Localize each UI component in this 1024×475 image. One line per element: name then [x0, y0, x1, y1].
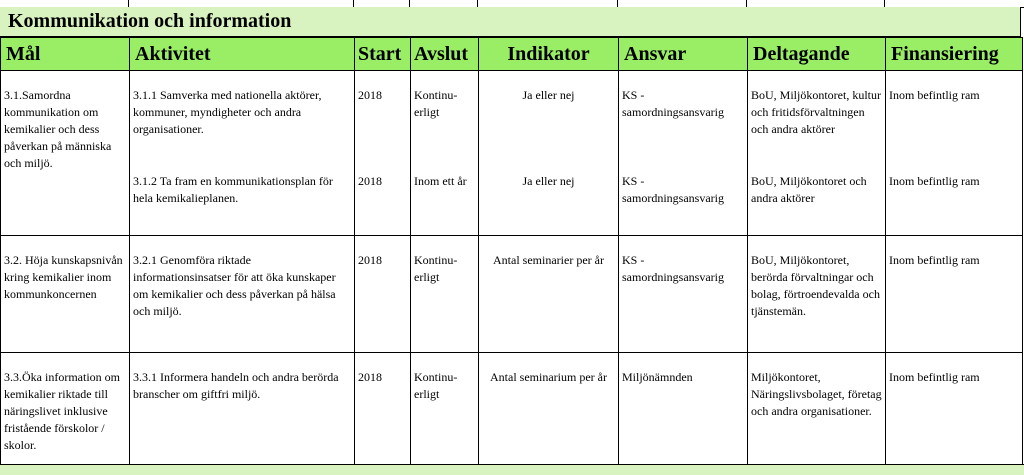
mal-text: 3.2. Höja kunskapsnivån kring kemikalier inom kommunkoncernen	[4, 253, 123, 301]
ansvar-text: KS -samordningsansvarig	[622, 253, 724, 284]
header-start: Start	[355, 38, 411, 71]
next-section-edge	[0, 464, 1024, 475]
table-row	[1, 236, 1023, 353]
header-indikator: Indikator	[479, 38, 619, 71]
section-title: Kommunikation och information	[8, 10, 292, 32]
cell-mal[interactable]	[1, 236, 130, 353]
start-text: 2018	[358, 253, 382, 267]
ansvar-text: Miljönämnden	[622, 370, 693, 384]
aktivitet-text: 3.3.1 Informera handeln och andra berörda branscher om giftfri miljö.	[133, 370, 339, 401]
start-text: 2018	[358, 88, 382, 102]
avslut-text: Kontinu-erligt	[414, 253, 458, 284]
table-row	[1, 353, 1023, 469]
header-mal: Mål	[1, 38, 130, 71]
cell-finansiering[interactable]	[886, 353, 1023, 469]
cell-ansvar[interactable]	[619, 71, 748, 236]
cell-avslut[interactable]	[411, 353, 479, 469]
deltagande-text: BoU, Miljökontoret, kultur och fritidsförvaltningen och andra aktörer	[751, 88, 881, 136]
cell-finansiering[interactable]	[886, 236, 1023, 353]
header-deltagande: Deltagande	[748, 38, 886, 71]
ansvar-text: KS -samordningsansvarig	[622, 174, 724, 205]
aktivitet-text: 3.2.1 Genomföra riktade informationsinsatser för att öka kunskaper om kemikalier och dess påverkan på hälsa och miljö.	[133, 253, 336, 318]
cell-avslut[interactable]	[411, 71, 479, 236]
deltagande-text: Miljökontoret, Näringslivsbolaget, företag och andra organisationer.	[751, 370, 882, 418]
cell-mal[interactable]	[1, 353, 130, 469]
deltagande-text: BoU, Miljökontoret och andra aktörer	[751, 174, 867, 205]
cell-ansvar[interactable]	[619, 353, 748, 469]
indikator-text: Ja eller nej	[522, 174, 575, 188]
start-text: 2018	[358, 174, 382, 188]
aktivitet-text: 3.1.1 Samverka med nationella aktörer, kommuner, myndigheter och andra organisationer.	[133, 88, 322, 136]
cell-indikator[interactable]	[479, 71, 619, 236]
header-avslut: Avslut	[411, 38, 479, 71]
section-title-bar	[0, 7, 1021, 37]
cell-start[interactable]	[355, 236, 411, 353]
aktivitet-text: 3.1.2 Ta fram en kommunikationsplan för hela kemikalieplanen.	[133, 174, 333, 205]
table-row	[1, 71, 1023, 236]
cell-start[interactable]	[355, 71, 411, 236]
cell-deltagande[interactable]	[748, 71, 886, 236]
action-plan-table	[0, 37, 1023, 469]
finansiering-text: Inom befintlig ram	[889, 253, 980, 267]
cell-indikator[interactable]	[479, 353, 619, 469]
finansiering-text: Inom befintlig ram	[889, 370, 980, 384]
cell-deltagande[interactable]	[748, 353, 886, 469]
header-finansiering: Finansiering	[886, 38, 1023, 71]
cell-ansvar[interactable]	[619, 236, 748, 353]
mal-text: 3.3.Öka information om kemikalier riktade till näringslivet inklusive fristående förskolor / skolor.	[4, 370, 120, 452]
indikator-text: Ja eller nej	[522, 88, 575, 102]
header-aktivitet: Aktivitet	[130, 38, 355, 71]
avslut-text: Kontinu-erligt	[414, 88, 458, 119]
finansiering-text: Inom befintlig ram	[889, 174, 980, 188]
avslut-text: Kontinu-erligt	[414, 370, 458, 401]
mal-text: 3.1.Samordna kommunikation om kemikalier och dess påverkan på människa och miljö.	[4, 88, 112, 170]
deltagande-text: BoU, Miljökontoret, berörda förvaltningar och bolag, förtroendevalda och tjänstemän.	[751, 253, 880, 318]
cell-finansiering[interactable]	[886, 71, 1023, 236]
start-text: 2018	[358, 370, 382, 384]
header-row	[1, 38, 1023, 71]
indikator-text: Antal seminarier per år	[493, 253, 604, 267]
header-ansvar: Ansvar	[619, 38, 748, 71]
cell-indikator[interactable]	[479, 236, 619, 353]
indikator-text: Antal seminarium per år	[490, 370, 607, 384]
cell-aktivitet[interactable]	[130, 236, 355, 353]
ansvar-text: KS -samordningsansvarig	[622, 88, 724, 119]
cell-deltagande[interactable]	[748, 236, 886, 353]
cell-avslut[interactable]	[411, 236, 479, 353]
cell-mal[interactable]	[1, 71, 130, 236]
finansiering-text: Inom befintlig ram	[889, 88, 980, 102]
cell-start[interactable]	[355, 353, 411, 469]
cell-aktivitet[interactable]	[130, 353, 355, 469]
avslut-text: Inom ett år	[414, 174, 467, 188]
cell-aktivitet[interactable]	[130, 71, 355, 236]
